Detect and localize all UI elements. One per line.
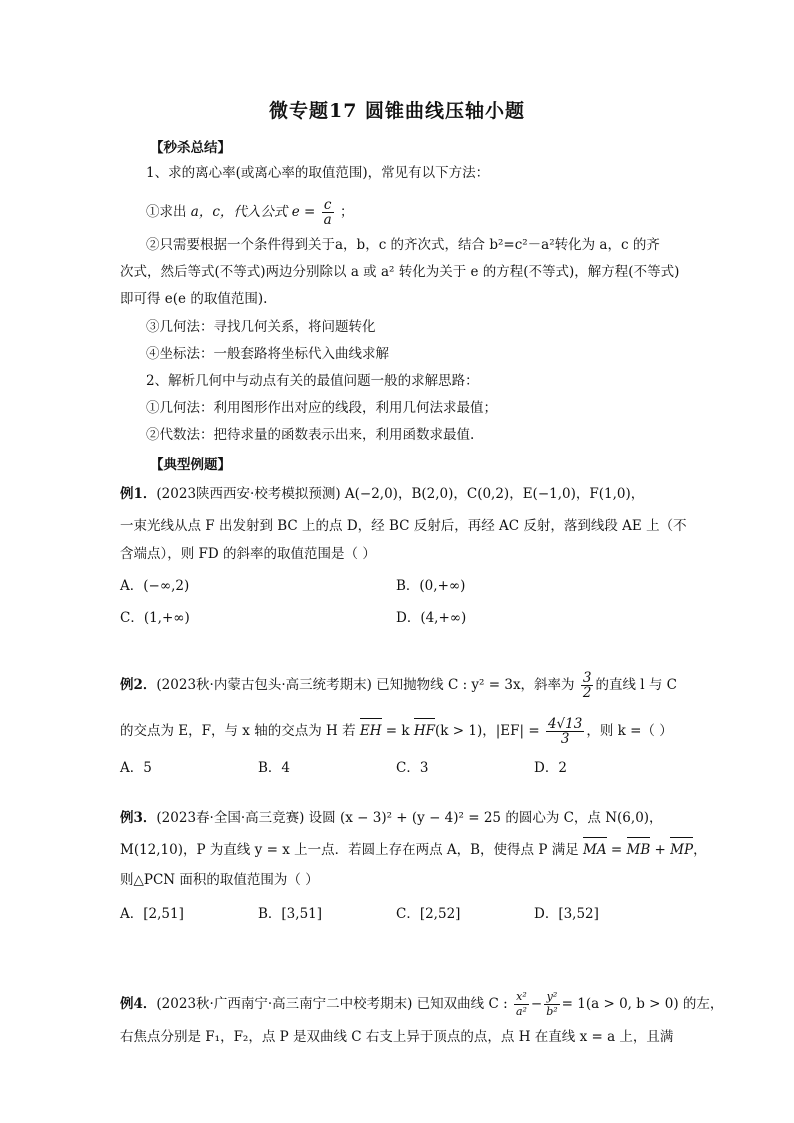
example-1-option-b: B．(0,+∞): [396, 578, 466, 594]
example-3-option-b: B．[3,51]: [258, 906, 323, 922]
page-title: 微专题17 圆锥曲线压轴小题: [268, 100, 526, 122]
example-1-line2: 一束光线从点 F 出发射到 BC 上的点 D，经 BC 反射后，再经 AC 反射，落到线段 AE 上（不: [120, 518, 687, 534]
slope-fraction: $\frac{3}{2}$: [582, 670, 592, 701]
summary-p2-method-2: ②代数法：把待求量的函数表示出来，利用函数求最值.: [146, 427, 475, 443]
example-2-option-b: B．4: [258, 760, 291, 776]
example-1-line1: 例1．(2023陕西西安·校考模拟预测) A(−2,0)，B(2,0)，C(0,2)，E(−1,0)，F(1,0)，: [120, 486, 645, 502]
example-3-option-a: A．[2,51]: [120, 906, 184, 922]
example-3-line1: 例3．(2023春·全国·高三竞赛) 设圆 (x − 3)² + (y − 4)² = 25 的圆心为 C，点 N(6,0)，: [120, 810, 663, 826]
section-examples-heading: 【典型例题】: [150, 457, 231, 473]
summary-method-4: ④坐标法：一般套路将坐标代入曲线求解: [146, 346, 389, 362]
hyperbola-y-fraction: $\frac{\text{y²}}{\text{b²}}$: [546, 990, 558, 1018]
example-1-option-c: C．(1,+∞): [120, 610, 190, 626]
example-1-option-d: D．(4,+∞): [396, 610, 467, 626]
example-2-line1: 例2．(2023秋·内蒙古包头·高三统考期末) 已知抛物线 C : y² = 3x，斜率为 $\frac{3}{2}$ 的直线 l 与 C: [120, 670, 677, 701]
summary-p2-intro: 2、解析几何中与动点有关的最值问题一般的求解思路：: [146, 373, 479, 389]
example-2-option-c: C．3: [396, 760, 429, 776]
example-2-option-a: A．5: [120, 760, 152, 776]
summary-method-2-line2: 次式，然后等式(不等式)两边分别除以 a 或 a² 转化为关于 e 的方程(不等式)，解方程(不等式): [120, 264, 680, 280]
example-4-line2: 右焦点分别是 F₁，F₂，点 P 是双曲线 C 右支上异于顶点的点，点 H 在直线 x = a 上，且满: [120, 1029, 674, 1045]
example-3-option-d: D．[3,52]: [534, 906, 599, 922]
summary-method-1: ①求出 a，c，代入公式 e = $\frac{c}{a}$ ；: [146, 197, 354, 228]
example-2-line2: 的交点为 E，F，与 x 轴的交点为 H 若 EH = k HF(k > 1)，|EF| = $\frac{4√13}{3}$ ，则 k =（ ）: [120, 716, 673, 747]
hyperbola-x-fraction: $\frac{\text{x²}}{\text{a²}}$: [515, 990, 527, 1018]
example-4-line1: 例4．(2023秋·广西南宁·高三南宁二中校考期末) 已知双曲线 C : $\frac{\text{x²}}{\text{a²}}$ − $\frac{\text{y²}}{\text{b²}}$ = 1(a > 0, b > 0) 的左，: [120, 990, 724, 1018]
summary-p2-method-1: ①几何法：利用图形作出对应的线段，利用几何法求最值；: [146, 400, 497, 416]
example-3-line3: 则△PCN 面积的取值范围为（ ）: [120, 872, 319, 888]
example-3-line2: M(12,10)，P 为直线 y = x 上一点．若圆上存在两点 A，B，使得点 P 满足 MA = MB + MP，: [120, 842, 707, 858]
summary-p1-intro: 1、求的离心率(或离心率的取值范围)，常见有以下方法：: [146, 165, 490, 181]
example-2-option-d: D．2: [534, 760, 567, 776]
section-summary-heading: 【秒杀总结】: [150, 140, 231, 156]
summary-method-2-line3: 即可得 e(e 的取值范围).: [120, 291, 268, 307]
example-1-option-a: A．(−∞,2): [120, 578, 190, 594]
summary-method-2-line1: ②只需要根据一个条件得到关于a，b，c 的齐次式，结合 b²=c²－a²转化为 a，c 的齐: [146, 237, 660, 253]
eccentricity-fraction: $\frac{c}{a}$: [323, 197, 332, 228]
example-3-option-c: C．[2,52]: [396, 906, 461, 922]
summary-method-3: ③几何法：寻找几何关系，将问题转化: [146, 319, 376, 335]
ef-length-fraction: $\frac{4√13}{3}$: [547, 716, 583, 747]
example-1-line3: 含端点），则 FD 的斜率的取值范围是（ ）: [120, 546, 376, 562]
